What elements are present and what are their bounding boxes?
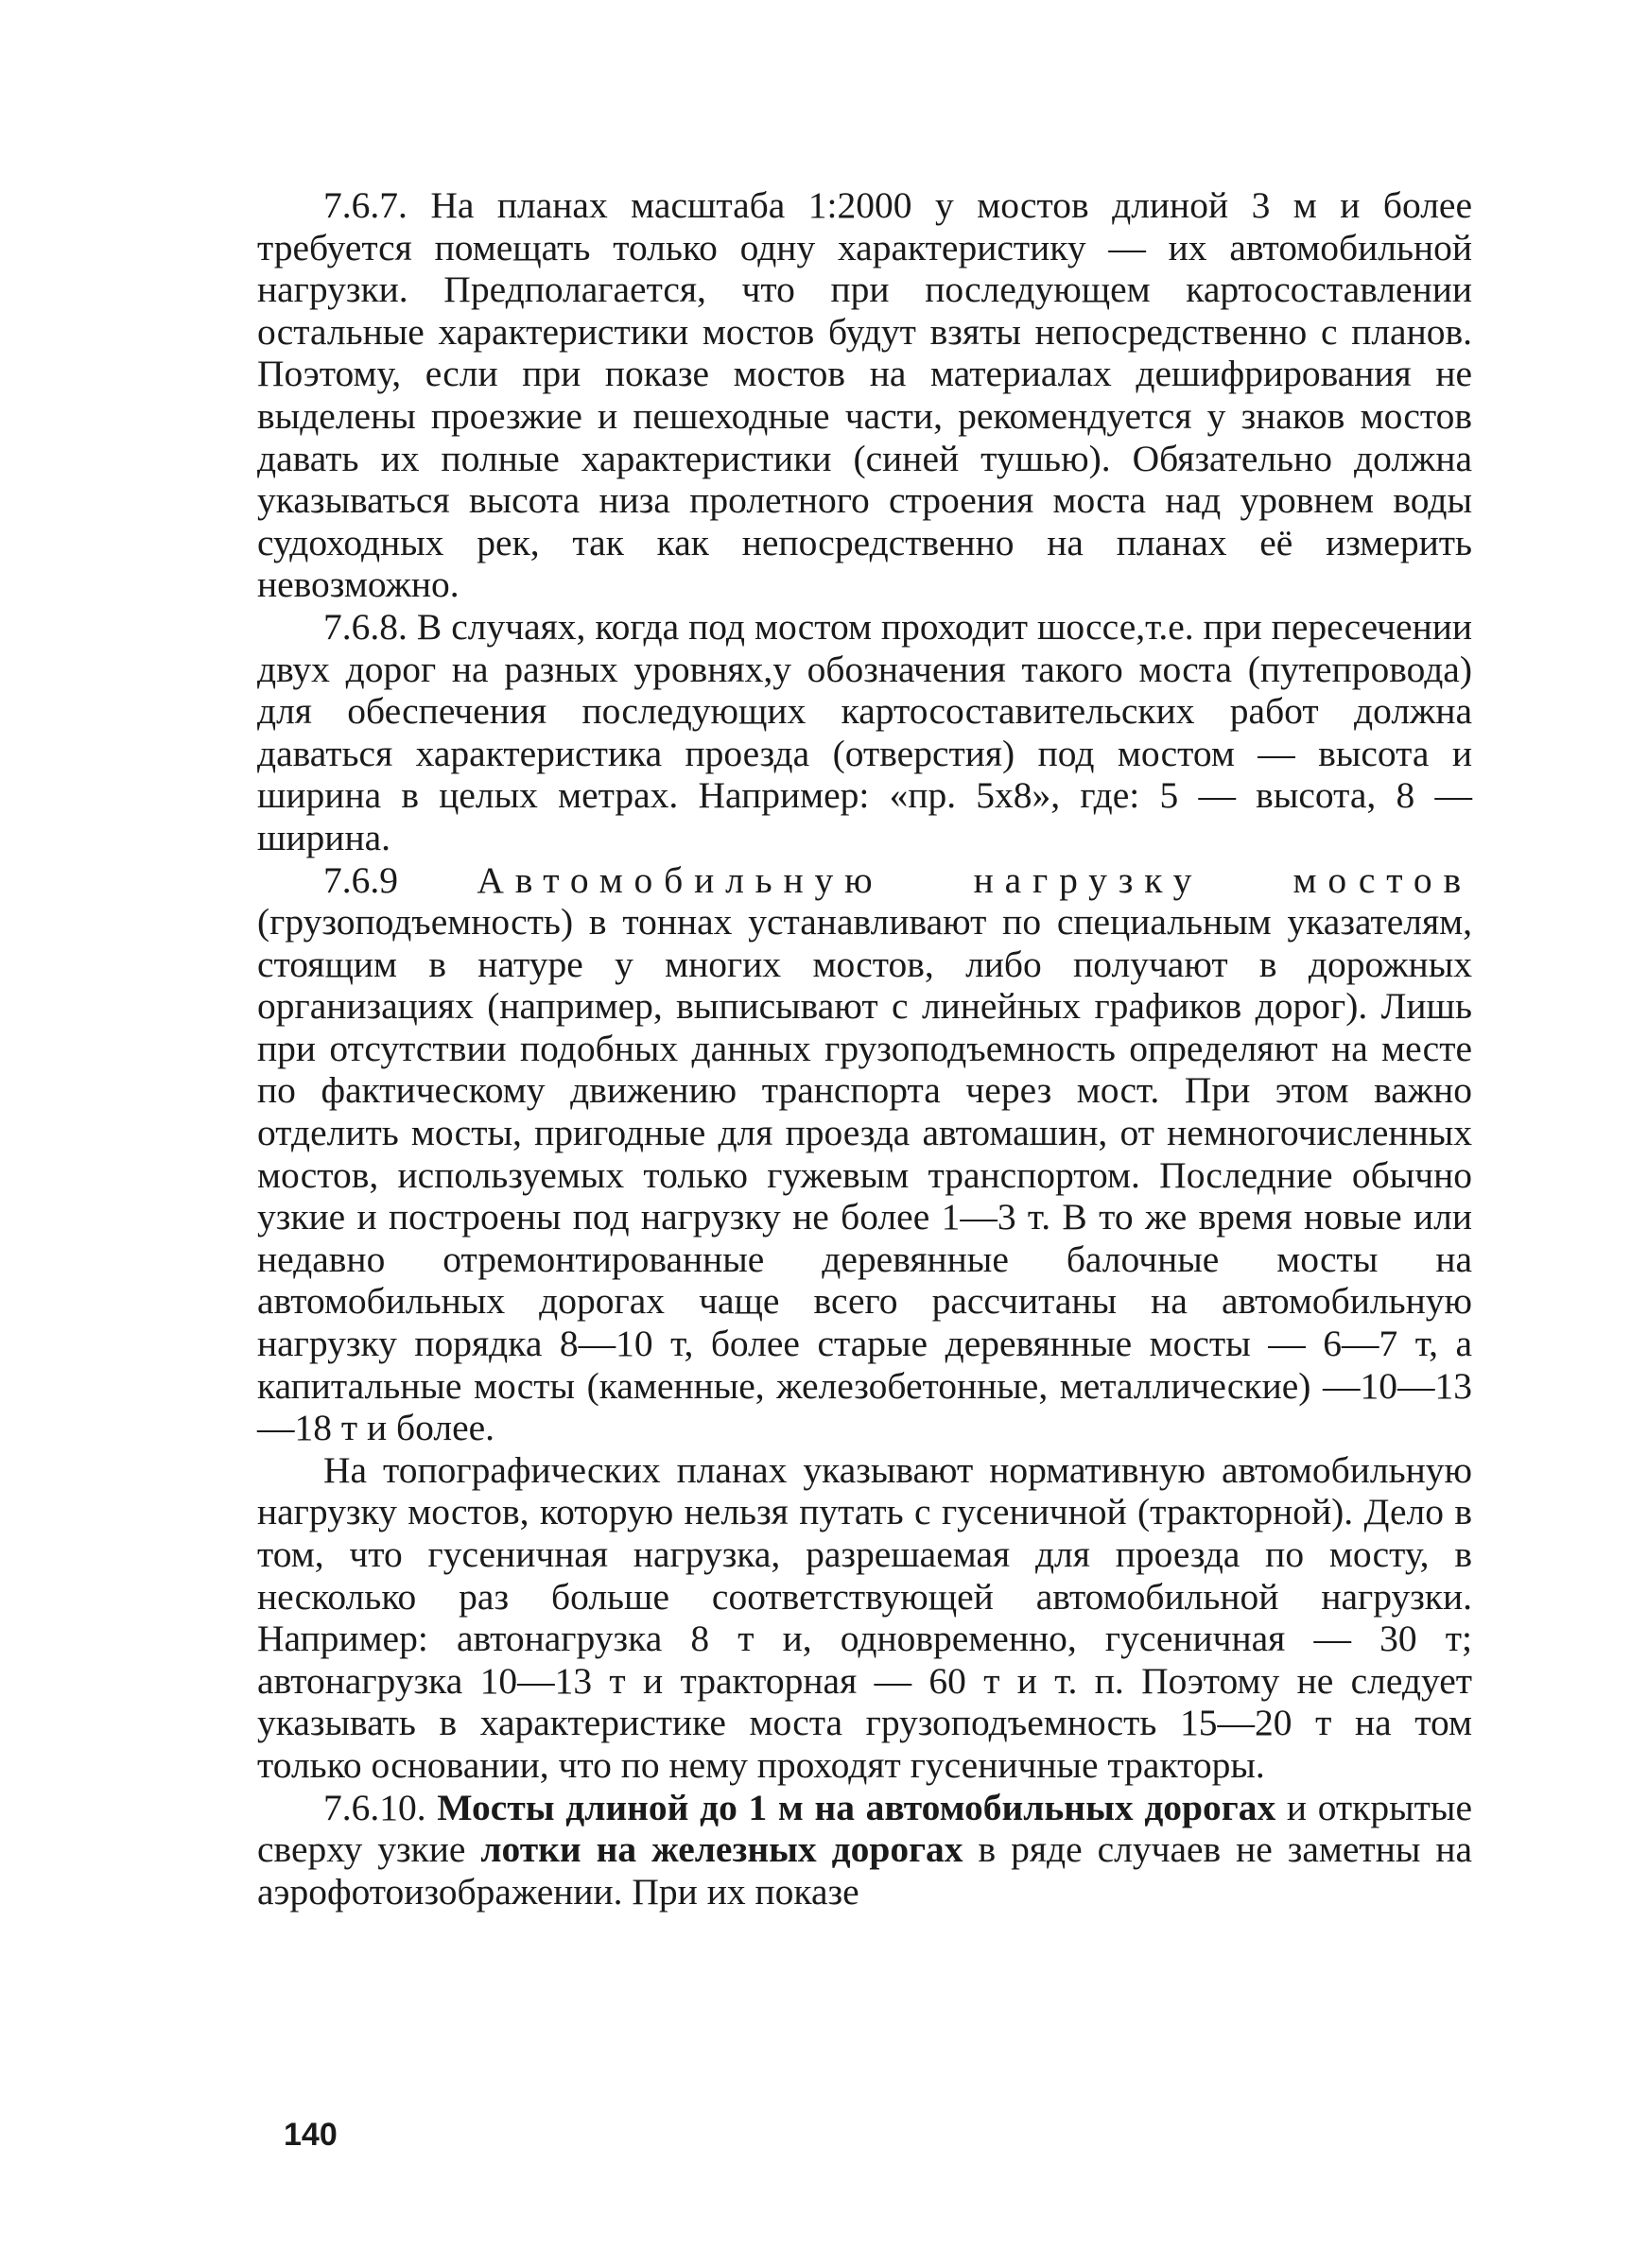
- paragraph-body: (грузоподъемность) в тоннах устанавливают по специальным указателям, стоящим в натуре у многих мостов, либо получают в дорожных организациях (например, выписывают с линейных графиков дорог). Лишь при отсутствии подобных данных грузоподъемность определяют на месте по фактическому движению транспорта через мост. При этом важно отделить мосты, пригодные для проезда автомашин, от немногочисленных мостов, используемых только гужевым транспортом. Последние обычно узкие и построены под нагрузку не более 1—3 т. В то же время новые или недавно отремонтированные деревянные балочные мосты на автомобильных дорогах чаще всего рассчитаны на автомобильную нагрузку порядка 8—10 т, более старые деревянные мосты — 6—7 т, а капитальные мосты (каменные, железобетонные, металлические) —10—13—18 т и более.: [257, 901, 1472, 1449]
- paragraph-7-6-7: 7.6.7. На планах масштаба 1:2000 у мостов длиной 3 м и более требуется помещать только одну характеристику — их автомобильной нагрузки. Предполагается, что при последующем картосоставлении остальные характеристики мостов будут взяты непосредственно с планов. Поэтому, если при показе мостов на материалах дешифрирования не выделены проезжие и пешеходные части, рекомендуется у знаков мостов давать их полные характеристики (синей тушью). Обязательно должна указываться высота низа пролетного строения моста над уровнем воды судоходных рек, так как непосредственно на планах её измерить невозможно.: [257, 184, 1472, 606]
- paragraph-lead-number: 7.6.10.: [323, 1786, 438, 1828]
- paragraph-body: и открытые сверху узкие: [257, 1786, 1472, 1871]
- paragraph-tracked-load: На топографических планах указывают нормативную автомобильную нагрузку мостов, которую нельзя путать с гусеничной (тракторной). Дело в том, что гусеничная нагрузка, разрешаемая для проезда по мосту, в несколько раз больше соответствующей автомобильной нагрузки. Например: автонагрузка 8 т и, одновременно, гусеничная — 30 т; автонагрузка 10—13 т и тракторная — 60 т и т. п. Поэтому не следует указывать в характеристике моста грузоподъемность 15—20 т на том только основании, что по нему проходят гусеничные тракторы.: [257, 1448, 1472, 1786]
- paragraph-body: в ряде случаев не заметны на аэрофотоизображении. При их показе: [257, 1828, 1473, 1913]
- bold-term-trays: лотки на железных дорогах: [480, 1828, 963, 1871]
- paragraph-lead-number: 7.6.9: [323, 858, 477, 901]
- document-page: [257, 184, 1472, 1913]
- page-number: 140: [284, 2117, 338, 2153]
- paragraph-7-6-8: 7.6.8. В случаях, когда под мостом проходит шоссе,т.е. при пересечении двух дорог на разных уровнях,у обозначения такого моста (путепровода) для обеспечения последующих картосоставительских работ должна даваться характеристика проезда (отверстия) под мостом — высота и ширина в целых метрах. Например: «пр. 5х8», где: 5 — высота, 8 — ширина.: [257, 605, 1472, 858]
- paragraph-7-6-9: [257, 859, 1472, 1449]
- paragraph-7-6-10: [257, 1787, 1472, 1913]
- bold-term-bridges: Мосты длиной до 1 м на автомобильных дорогах: [437, 1786, 1276, 1828]
- spaced-emphasis-term: Автомобильную нагрузку мостов: [477, 858, 1472, 901]
